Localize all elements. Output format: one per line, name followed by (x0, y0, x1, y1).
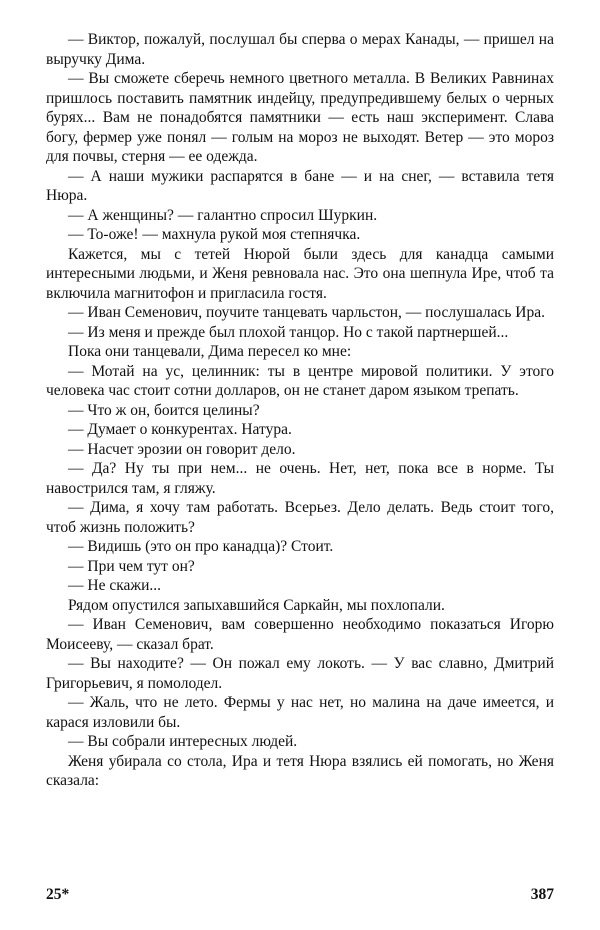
paragraph: — Думает о конкурентах. Натура. (68, 421, 292, 438)
paragraph: — Вы сможете сберечь немного цветного металла. В Великих Равнинах пришлось поставить памятник индейцу, предупредившему белых о черных бурях... Вам не понадобятся памятники — есть наш эксперимент. Слава богу, фермер уже понял — голым на мороз не выходят. Ветер — это мороз для почвы, стерня — ее одежда. (46, 70, 554, 165)
paragraph: — А женщины? — галантно спросил Шуркин. (68, 206, 378, 224)
paragraph: — Видишь (это он про канадца)? Стоит. (68, 538, 334, 555)
paragraph: — Из меня и прежде был плохой танцор. Но с такой партнершей... (68, 323, 509, 341)
paragraph: — Иван Семенович, поучите танцевать чарльстон, — послушалась Ира. (68, 304, 546, 321)
paragraph: — А наши мужики распарятся в бане — и на снег, — вставила тетя Нюра. (46, 167, 554, 204)
paragraph: — Жаль, что не лето. Фермы у нас нет, но малина на даче имеется, и карася изловили бы. (46, 694, 554, 731)
paragraph: — Насчет эрозии он говорит дело. (68, 440, 296, 458)
printer-signature: 25* (46, 886, 70, 903)
paragraph: — Да? Ну ты при нем... не очень. Нет, нет, пока все в норме. Ты навострился там, я гляжу. (46, 460, 554, 497)
paragraph: — Вы собрали интересных людей. (68, 733, 298, 750)
paragraph: — Не скажи... (68, 577, 162, 594)
paragraph: — При чем тут он? (68, 557, 195, 575)
paragraph: — Мотай на ус, целинник: ты в центре мировой политики. У этого человека час стоит сотни долларов, он не станет даром языком трепать. (46, 362, 554, 399)
paragraph: — Виктор, пожалуй, послушал бы сперва о мерах Канады, — пришел на выручку Дима. (46, 31, 554, 68)
page-text (46, 30, 554, 791)
paragraph: — Что ж он, боится целины? (68, 401, 260, 419)
paragraph: — Иван Семенович, вам совершенно необходимо показаться Игорю Моисееву, — сказал брат. (46, 616, 554, 653)
paragraph: Женя убирала со стола, Ира и тетя Нюра взялись ей помогать, но Женя сказала: (46, 752, 554, 789)
paragraph: — Вы находите? — Он пожал ему локоть. — У вас славно, Дмитрий Григорьевич, я помолодел. (46, 655, 554, 692)
page-number: 387 (530, 886, 554, 903)
paragraph: Рядом опустился запыхавшийся Саркайн, мы похлопали. (68, 596, 445, 614)
paragraph: Пока они танцевали, Дима пересел ко мне: (68, 343, 352, 360)
paragraph: — Дима, я хочу там работать. Всерьез. Дело делать. Ведь стоит того, чтоб жизнь положить? (46, 499, 554, 536)
paragraph: Кажется, мы с тетей Нюрой были здесь для канадца самыми интересными людьми, и Женя ревновала нас. Это она шепнула Ире, чтоб та включила магнитофон и пригласила гостя. (46, 245, 554, 302)
paragraph: — То-оже! — махнула рукой моя степнячка. (68, 226, 361, 243)
